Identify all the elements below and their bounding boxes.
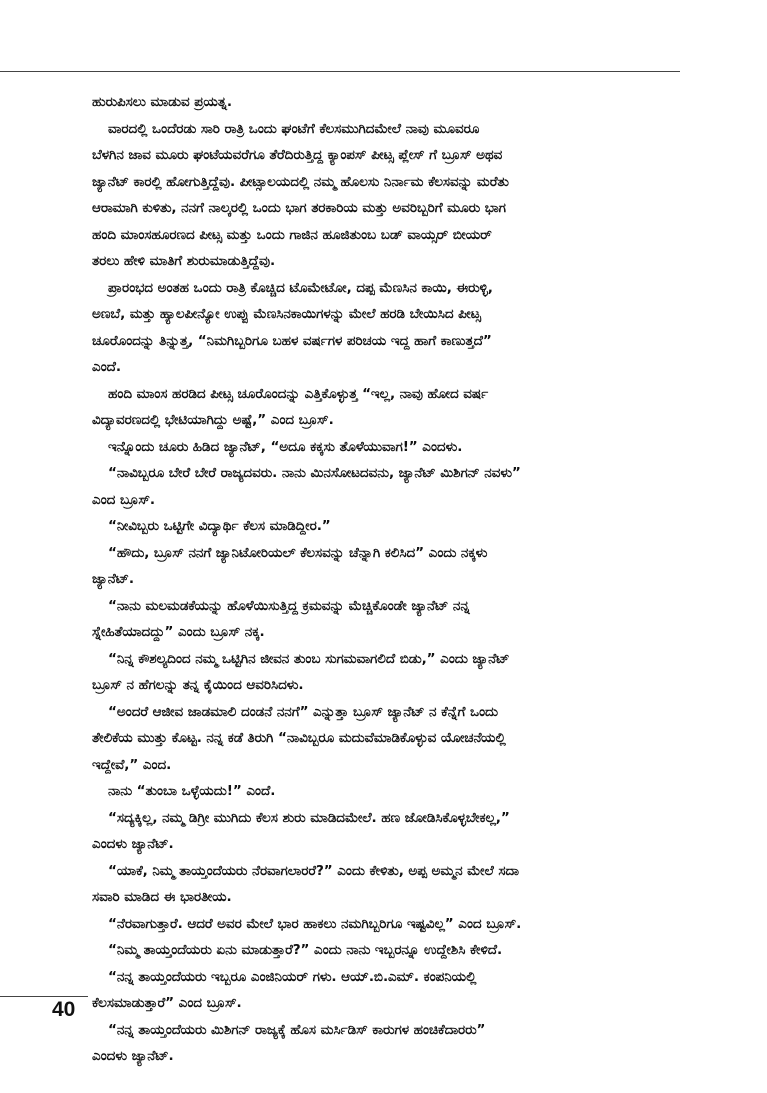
text-line: ಅಣಬೆ, ಮತ್ತು ಹ್ಯಾಲಪೀನ್ಯೋ ಉಪ್ಪು ಮೆಣಸಿನಕಾಯಿಗಳನ್ನು ಮೇಲೆ ಹರಡಿ ಬೇಯಿಸಿದ ಪೀಟ್ಸ (92, 306, 481, 322)
text-line: ಸವಾರಿ ಮಾಡಿದ ಈ ಭಾರತೀಯ. (92, 889, 232, 905)
text-line: ಪ್ರಾರಂಭದ ಅಂತಹ ಒಂದು ರಾತ್ರಿ ಕೊಚ್ಚಿದ ಟೊಮೇಟೋ, ದಪ್ಪ ಮೆಣಸಿನ ಕಾಯಿ, ಈರುಳ್ಳಿ, (108, 279, 493, 296)
text-line: ಆರಾಮಾಗಿ ಕುಳಿತು, ನನಗೆ ನಾಲ್ಕರಲ್ಲಿ ಒಂದು ಭಾಗ ತರಕಾರಿಯ ಮತ್ತು ಅವರಿಬ್ಬರಿಗೆ ಮೂರು ಭಾಗ (92, 200, 506, 216)
text-line: “ನಿಮ್ಮ ತಾಯ್ತಂದೆಯರು ಏನು ಮಾಡುತ್ತಾರೆ?” ಎಂದು ನಾನು ಇಬ್ಬರನ್ನೂ ಉದ್ದೇಶಿಸಿ ಕೇಳಿದೆ. (108, 942, 503, 958)
text-line: ನಾನು “ತುಂಬಾ ಒಳ್ಳೆಯದು!” ಎಂದೆ. (108, 783, 276, 799)
text-line: “ನನ್ನ ತಾಯ್ತಂದೆಯರು ಮಿಶಿಗನ್ ರಾಜ್ಯಕ್ಕೆ ಹೊಸ ಮರ್ಸಿಡಿಸ್ ಕಾರುಗಳ ಹಂಚಿಕೆದಾರರು” (108, 1021, 486, 1038)
text-line: “ನಿನ್ನ ಕೌಶಲ್ಯದಿಂದ ನಮ್ಮ ಒಟ್ಟಿಗಿನ ಜೀವನ ತುಂಬ ಸುಗಮವಾಗಲಿದೆ ಬಿಡು,” ಎಂದು ಜ್ಯಾನೆಟ್ (108, 650, 510, 667)
text-line: “ನೆರವಾಗುತ್ತಾರೆ. ಆದರೆ ಅವರ ಮೇಲೆ ಭಾರ ಹಾಕಲು ನಮಗಿಬ್ಬರಿಗೂ ಇಷ್ಟವಿಲ್ಲ” ಎಂದ ಬ್ರೂಸ್. (108, 915, 522, 932)
text-line: “ನಾವಿಬ್ಬರೂ ಬೇರೆ ಬೇರೆ ರಾಜ್ಯದವರು. ನಾನು ಮಿನಸೋಟದವನು, ಜ್ಯಾನೆಟ್ ಮಿಶಿಗನ್ ನವಳು” (108, 465, 521, 481)
text-line: ಸ್ನೇಹಿತೆಯಾದದ್ದು” ಎಂದು ಬ್ರೂಸ್ ನಕ್ಕ. (92, 624, 265, 640)
text-line: ಎಂದಳು ಜ್ಯಾನೆಟ್. (92, 1048, 174, 1064)
text-line: ಹುರುಪಿಸಲು ಮಾಡುವ ಪ್ರಯತ್ನ. (92, 94, 232, 110)
text-line: “ಹೌದು, ಬ್ರೂಸ್ ನನಗೆ ಜ್ಯಾನಿಟೋರಿಯಲ್ ಕೆಲಸವನ್ನು ಚೆನ್ನಾಗಿ ಕಲಿಸಿದ” ಎಂದು ನಕ್ಕಳು (108, 544, 488, 561)
text-line: ಎಂದೆ. (92, 359, 121, 375)
footer-rule (0, 996, 88, 997)
text-line: “ಯಾಕೆ, ನಿಮ್ಮ ತಾಯ್ತಂದೆಯರು ನೆರವಾಗಲಾರರೆ?” ಎಂದು ಕೇಳಿತು, ಅಪ್ಪ ಅಮ್ಮನ ಮೇಲೆ ಸದಾ (108, 862, 519, 879)
text-line: ವಿದ್ಯಾವರಣದಲ್ಲಿ ಭೇಟಿಯಾಗಿದ್ದು ಅಷ್ಟೆ,” ಎಂದ ಬ್ರೂಸ್. (92, 412, 334, 428)
text-line: ಇನ್ನೊಂದು ಚೂರು ಹಿಡಿದ ಜ್ಯಾನೆಟ್, “ಅದೂ ಕಕ್ಕಸು ತೊಳೆಯುವಾಗ!” ಎಂದಳು. (108, 438, 463, 455)
text-line: ಬೆಳಗಿನ ಜಾವ ಮೂರು ಘಂಟೆಯವರೆಗೂ ತೆರೆದಿರುತ್ತಿದ್ದ ಕ್ಯಾಂಪಸ್ ಪೀಟ್ಸ ಪ್ಲೇಸ್ ಗೆ ಬ್ರೂಸ್ ಅಥವ (92, 147, 503, 163)
text-line: ಜ್ಯಾನೆಟ್ ಕಾರಲ್ಲಿ ಹೋಗುತ್ತಿದ್ದೆವು. ಪೀಟ್ಸಾಲಯದಲ್ಲಿ ನಮ್ಮ ಹೊಲಸು ನಿರ್ನಾಮ ಕೆಲಸವನ್ನು ಮರೆತು (92, 173, 509, 190)
text-line: ತರಲು ಹೇಳಿ ಮಾತಿಗೆ ಶುರುಮಾಡುತ್ತಿದ್ದೆವು. (92, 253, 276, 269)
text-line: ಎಂದಳು ಜ್ಯಾನೆಟ್. (92, 836, 174, 852)
text-line: ಕೆಲಸಮಾಡುತ್ತಾರೆ” ಎಂದ ಬ್ರೂಸ್. (92, 995, 242, 1011)
text-line: “ನಾನು ಮಲಮಡಕೆಯನ್ನು ಹೊಳೆಯಿಸುತ್ತಿದ್ದ ಕ್ರಮವನ್ನು ಮೆಚ್ಚಿಕೊಂಡೇ ಜ್ಯಾನೆಟ್ ನನ್ನ (108, 597, 470, 614)
text-line: ತೇಲಿಕೆಯ ಮುತ್ತು ಕೊಟ್ಟ. ನನ್ನ ಕಡೆ ತಿರುಗಿ “ನಾವಿಬ್ಬರೂ ಮದುವೆಮಾಡಿಕೊಳ್ಳುವ ಯೋಚನೆಯಲ್ಲಿ (92, 730, 506, 746)
text-line: ಜ್ಯಾನೆಟ್. (92, 571, 134, 587)
text-line: “ನೀವಿಬ್ಬರು ಒಟ್ಟಿಗೇ ವಿದ್ಯಾರ್ಥಿ ಕೆಲಸ ಮಾಡಿದ್ದೀರ.” (108, 518, 331, 534)
text-line: “ಅಂದರೆ ಆಜೀವ ಜಾಡಮಾಲಿ ದಂಡನೆ ನನಗೆ” ಎನ್ನುತ್ತಾ ಬ್ರೂಸ್ ಜ್ಯಾನೆಟ್ ನ ಕೆನ್ನೆಗೆ ಒಂದು (108, 703, 499, 720)
text-line: “ಸದ್ಯಕ್ಕಿಲ್ಲ, ನಮ್ಮ ಡಿಗ್ರೀ ಮುಗಿದು ಕೆಲಸ ಶುರು ಮಾಡಿದಮೇಲೆ. ಹಣ ಜೋಡಿಸಿಕೊಳ್ಳಬೇಕಲ್ಲ,” (108, 809, 510, 826)
page-body-text (92, 89, 682, 1070)
text-line: ಹಂದಿ ಮಾಂಸಹೂರಣದ ಪೀಟ್ಸ ಮತ್ತು ಒಂದು ಗಾಜಿನ ಹೂಜಿತುಂಬ ಬಡ್ ವಾಯ್ಸರ್ ಬೀಯರ್ (92, 226, 492, 243)
page-number: 40 (52, 998, 76, 1021)
text-line: ಚೂರೊಂದನ್ನು ತಿನ್ನುತ್ತ, “ನಿಮಗಿಬ್ಬರಿಗೂ ಬಹಳ ವರ್ಷಗಳ ಪರಿಚಯ ಇದ್ದ ಹಾಗೆ ಕಾಣುತ್ತದೆ” (92, 332, 492, 349)
text-line: ಇದ್ದೇವೆ,” ಎಂದ. (92, 756, 172, 773)
text-line: ಎಂದ ಬ್ರೂಸ್. (92, 491, 155, 508)
text-line: ಬ್ರೂಸ್ ನ ಹೆಗಲನ್ನು ತನ್ನ ಕೈಯಿಂದ ಆವರಿಸಿದಳು. (92, 677, 304, 693)
header-rule (0, 71, 680, 72)
text-line: ಹಂದಿ ಮಾಂಸ ಹರಡಿದ ಪೀಟ್ಸ ಚೂರೊಂದನ್ನು ಎತ್ತಿಕೊಳ್ಳುತ್ತ “ಇಲ್ಲ, ನಾವು ಹೋದ ವರ್ಷ (108, 385, 489, 402)
text-line: “ನನ್ನ ತಾಯ್ತಂದೆಯರು ಇಬ್ಬರೂ ಎಂಜಿನಿಯರ್ ಗಳು. ಆಯ್.ಬಿ.ಎಮ್. ಕಂಪನಿಯಲ್ಲಿ (108, 968, 477, 985)
text-line: ವಾರದಲ್ಲಿ ಒಂದೆರಡು ಸಾರಿ ರಾತ್ರಿ ಒಂದು ಘಂಟೆಗೆ ಕೆಲಸಮುಗಿದಮೇಲೆ ನಾವು ಮೂವರೂ (108, 120, 480, 137)
